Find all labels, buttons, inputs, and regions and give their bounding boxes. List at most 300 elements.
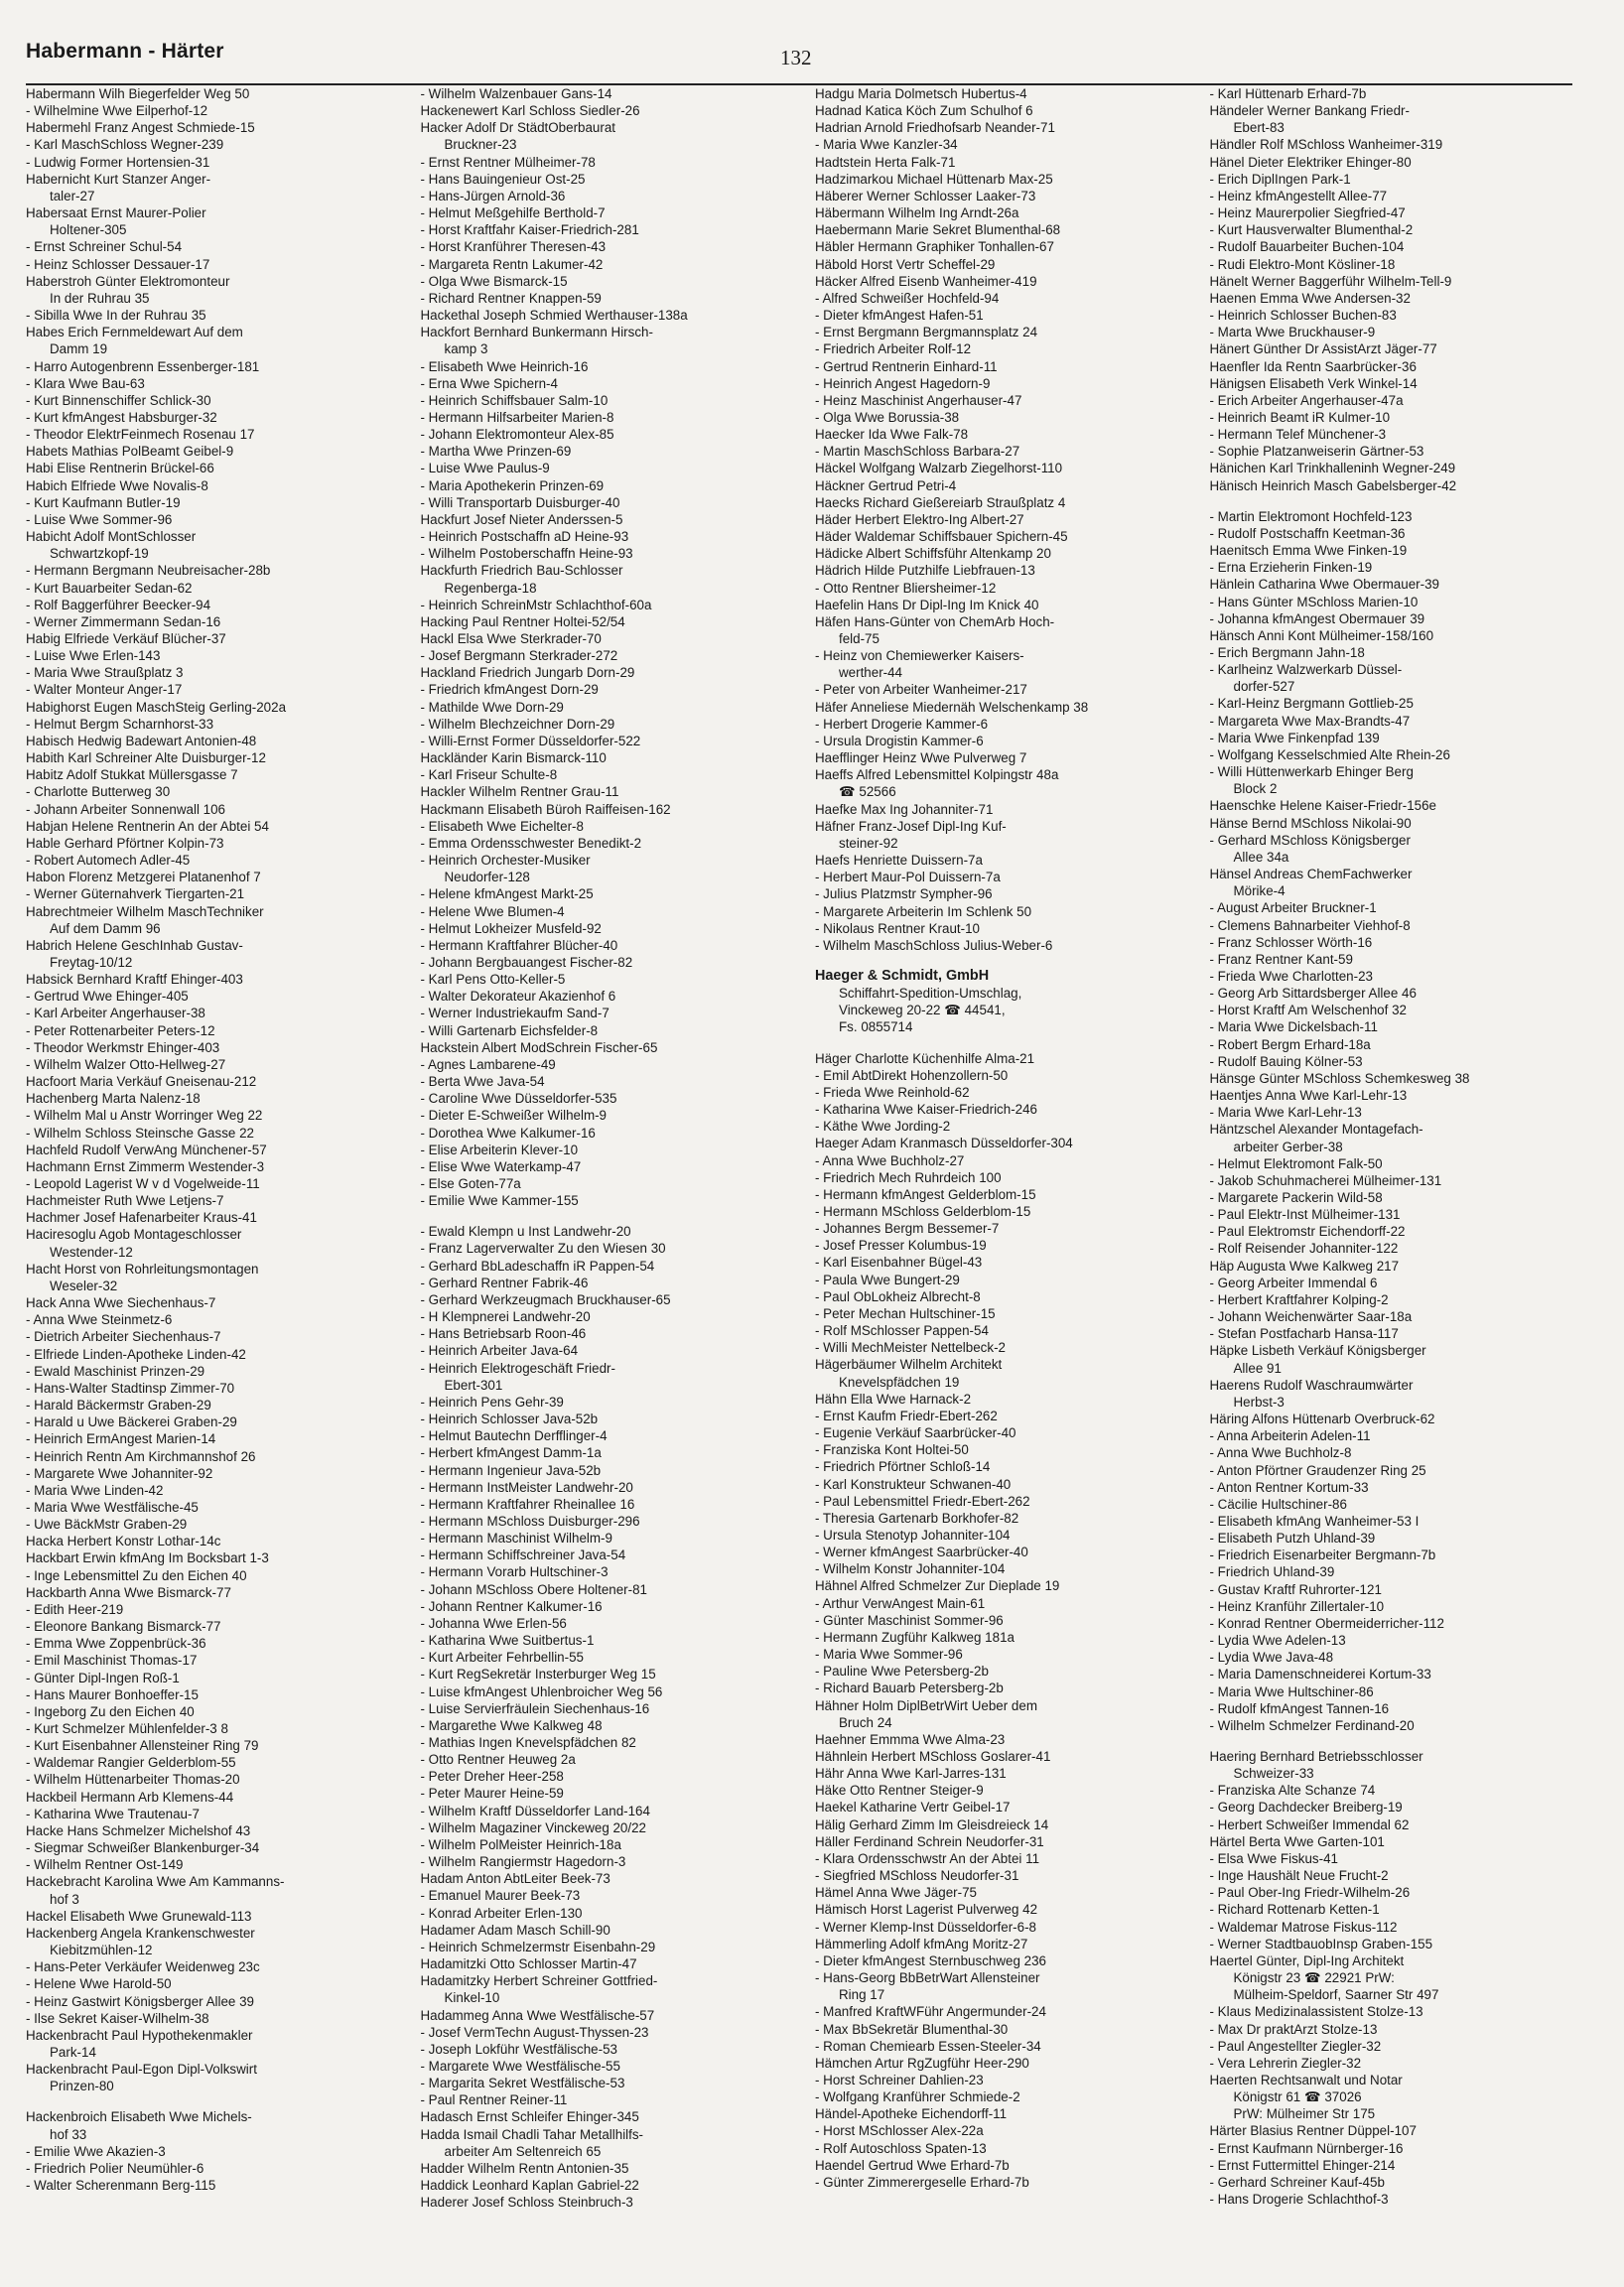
directory-entry: - Herbert Kraftfahrer Kolping-2 [1209,1291,1389,1307]
directory-entry: Hadam Anton AbtLeiter Beek-73 [420,1871,610,1887]
entry-continuation: Prinzen-80 [50,2079,114,2094]
directory-entry: Häckel Wolfgang Walzarb Ziegelhorst-110 [815,461,1063,476]
directory-entry: - Heinrich Angest Hagedorn-9 [815,375,991,391]
directory-entry: Häfen Hans-Günter von ChemArb Hoch- [815,613,1055,629]
directory-entry: - Rudolf kfmAngest Tannen-16 [1209,1700,1390,1716]
directory-entry: Haeger Adam Kranmasch Düsseldorfer-304 [815,1136,1073,1151]
directory-entry: Hadammeg Anna Wwe Westfälische-57 [420,2007,655,2023]
directory-entry: - Horst Kraftf Am Welschenhof 32 [1209,1003,1407,1018]
directory-entry: - Martin MaschSchloss Barbara-27 [815,444,1020,460]
entry-continuation: dorfer-527 [1233,679,1295,695]
directory-entry: - Margarete Packerin Wild-58 [1209,1190,1383,1205]
directory-entry: - Hermann MSchloss Duisburger-296 [420,1513,640,1529]
directory-entry: - Else Goten-77a [420,1176,521,1191]
directory-entry: Habith Karl Schreiner Alte Duisburger-12 [26,750,266,766]
directory-entry: - Elfriede Linden-Apotheke Linden-42 [26,1346,246,1362]
entry-continuation: Holtener-305 [50,222,127,238]
directory-entry: Hähnlein Herbert MSchloss Goslarer-41 [815,1749,1051,1764]
directory-entry: - Frieda Wwe Charlotten-23 [1209,968,1373,984]
directory-entry: Hacking Paul Rentner Holtei-52/54 [420,613,625,629]
directory-entry: Häberer Werner Schlosser Laaker-73 [815,188,1036,203]
directory-entry: - Marta Wwe Bruckhauser-9 [1209,325,1376,340]
directory-entry: - Helene Wwe Blumen-4 [420,903,565,919]
directory-entry: - Robert Bergm Erhard-18a [1209,1036,1371,1052]
entry-spacer [815,1036,1194,1050]
directory-entry: - Elisabeth Wwe Eichelter-8 [420,818,584,834]
directory-entry: - Hans Maurer Bonhoeffer-15 [26,1686,199,1702]
directory-entry: Härter Blasius Rentner Düppel-107 [1209,2123,1417,2139]
directory-entry: Habitz Adolf Stukkat Müllersgasse 7 [26,767,238,783]
directory-entry: - Hermann kfmAngest Gelderblom-15 [815,1186,1036,1202]
directory-entry: - Karl Pens Otto-Keller-5 [420,972,566,988]
directory-entry: - Paul ObLokheiz Albrecht-8 [815,1288,981,1304]
directory-entry: - Hermann InstMeister Landwehr-20 [420,1479,633,1495]
directory-entry: Häfer Anneliese Miedernäh Welschenkamp 38 [815,699,1089,715]
directory-entry: - Rudi Elektro-Mont Kösliner-18 [1209,256,1396,272]
directory-entry: - Margareta Rentn Lakumer-42 [420,256,604,272]
directory-entry: - Karl Eisenbahner Bügel-43 [815,1255,983,1271]
directory-entry: - Georg Arb Sittardsberger Allee 46 [1209,986,1417,1002]
directory-entry: - Rudolf Postschaffn Keetman-36 [1209,525,1406,541]
entry-continuation: Park-14 [50,2044,96,2060]
directory-entry: - Hermann Telef Münchener-3 [1209,427,1387,443]
directory-entry: - Paul Angestellter Ziegler-32 [1209,2038,1382,2054]
directory-entry: Haebermann Marie Sekret Blumenthal-68 [815,222,1061,238]
directory-entry: - Hans-Walter Stadtinsp Zimmer-70 [26,1380,235,1396]
directory-entry: - Inge Lebensmittel Zu den Eichen 40 [26,1567,247,1583]
directory-entry: Haertel Günter, Dipl-Ing Architekt [1209,1952,1405,1968]
directory-entry: Hänsel Andreas ChemFachwerker [1209,867,1413,882]
directory-entry: - Heinz Maurerpolier Siegfried-47 [1209,205,1406,221]
directory-entry: - Konrad Arbeiter Erlen-130 [420,1905,583,1921]
directory-entry: - Gerhard BbLadeschaffn iR Pappen-54 [420,1258,655,1274]
entry-continuation: Ebert-83 [1233,120,1285,136]
directory-entry: Hämel Anna Wwe Jäger-75 [815,1885,977,1901]
directory-entry: Hackbarth Anna Wwe Bismarck-77 [26,1584,231,1600]
directory-entry: - Caroline Wwe Düsseldorfer-535 [420,1091,617,1107]
entry-continuation: ☎ 52566 [839,784,896,800]
directory-entry: - Hans Drogerie Schlachthof-3 [1209,2192,1389,2208]
directory-entry: Hämchen Artur RgZugführ Heer-290 [815,2055,1029,2071]
directory-entry: - Walter Monteur Anger-17 [26,682,183,698]
directory-entry: - Herbert Schweißer Immendal 62 [1209,1816,1410,1832]
directory-entry: - Otto Rentner Heuweg 2a [420,1752,576,1768]
directory-entry: - Herbert kfmAngest Damm-1a [420,1445,602,1461]
directory-entry: Hackler Wilhelm Rentner Grau-11 [420,784,619,800]
entry-continuation: Königstr 61 ☎ 37026 [1233,2089,1362,2105]
directory-entry: - Günter Dipl-Ingen Roß-1 [26,1670,180,1685]
directory-entry: - Leopold Lagerist W v d Vogelweide-11 [26,1176,260,1191]
directory-entry: - Berta Wwe Java-54 [420,1074,545,1090]
directory-entry: - Hermann MSchloss Gelderblom-15 [815,1204,1031,1219]
directory-entry: - Elise Arbeiterin Klever-10 [420,1142,579,1157]
directory-entry: Hänigsen Elisabeth Verk Winkel-14 [1209,375,1418,391]
directory-entry: Haefke Max Ing Johanniter-71 [815,801,994,817]
entry-continuation: Königstr 23 ☎ 22921 PrW: [1233,1970,1395,1986]
directory-entry: - Arthur VerwAngest Main-61 [815,1595,986,1611]
directory-entry: - Franz Rentner Kant-59 [1209,951,1353,967]
directory-entry: Habi Elise Rentnerin Brückel-66 [26,461,214,476]
directory-entry: - Wilhelm Walzenbauer Gans-14 [420,86,612,101]
directory-entry: Haefs Henriette Duissern-7a [815,853,983,869]
directory-entry: Hähnel Alfred Schmelzer Zur Dieplade 19 [815,1578,1060,1594]
directory-entry: Häder Waldemar Schiffsbauer Spichern-45 [815,529,1068,545]
directory-entry: - Josef Presser Kolumbus-19 [815,1238,987,1254]
directory-entry: - Karl MaschSchloss Wegner-239 [26,137,224,153]
directory-entry: - Käthe Wwe Jording-2 [815,1119,951,1135]
directory-entry: - Hans-Peter Verkäufer Weidenweg 23c [26,1959,260,1975]
directory-entry: Haefelin Hans Dr Dipl-Ing Im Knick 40 [815,597,1039,612]
directory-entry: - Paul Rentner Reiner-11 [420,2092,568,2108]
directory-entry: Haenschke Helene Kaiser-Friedr-156e [1209,798,1436,814]
entry-spacer [26,2094,405,2108]
entry-continuation: Bruch 24 [839,1714,892,1730]
directory-entry: - Wilhelm Magaziner Vinckeweg 20/22 [420,1819,646,1835]
directory-entry: - Helmut Elektromont Falk-50 [1209,1155,1383,1171]
directory-entry: - Rudolf Bauing Kölner-53 [1209,1053,1363,1069]
directory-entry: Haciresoglu Agob Montageschlosser [26,1227,242,1243]
directory-entry: Habersaat Ernst Maurer-Polier [26,205,206,221]
directory-entry: - Emanuel Maurer Beek-73 [420,1888,581,1904]
directory-entry: - Friedrich Pförtner Schloß-14 [815,1459,991,1475]
directory-entry: - Georg Dachdecker Breiberg-19 [1209,1800,1403,1816]
directory-entry: - Uwe BäckMstr Graben-29 [26,1517,188,1533]
directory-entry: Hämmerling Adolf kfmAng Moritz-27 [815,1936,1028,1951]
directory-entry: Hackfurth Friedrich Bau-Schlosser [420,563,623,579]
directory-entry: Habrechtmeier Wilhelm MaschTechniker [26,903,264,919]
directory-entry: Hackbart Erwin kfmAng Im Bocksbart 1-3 [26,1550,269,1566]
directory-entry: Hadamitzki Otto Schlosser Martin-47 [420,1956,637,1972]
directory-entry: - Kurt Hausverwalter Blumenthal-2 [1209,222,1414,238]
directory-entry: Habermehl Franz Angest Schmiede-15 [26,120,255,136]
directory-entry: - Emil AbtDirekt Hohenzollern-50 [815,1067,1009,1083]
directory-entry: - Sibilla Wwe In der Ruhrau 35 [26,308,206,324]
directory-entry: - Frieda Wwe Reinhold-62 [815,1084,970,1100]
directory-entry: - Heinrich Schiffsbauer Salm-10 [420,392,609,408]
entry-continuation: Neudorfer-128 [444,870,530,885]
directory-entry: Hähr Anna Wwe Karl-Jarres-131 [815,1766,1007,1782]
directory-entry: - Wilhelmine Wwe Eilperhof-12 [26,103,208,119]
directory-entry: - Lydia Wwe Java-48 [1209,1650,1334,1666]
entry-continuation: Schiffahrt-Spedition-Umschlag, [839,986,1022,1002]
directory-entry: Hable Gerhard Pförtner Kolpin-73 [26,835,224,851]
directory-entry: - Hans-Georg BbBetrWart Allensteiner [815,1970,1040,1986]
directory-entry: Hänisch Heinrich Masch Gabelsberger-42 [1209,477,1457,493]
directory-entry: - Olga Wwe Bismarck-15 [420,273,568,289]
directory-entry: - Ernst Bergmann Bergmannsplatz 24 [815,325,1038,340]
directory-entry: - Paul Ober-Ing Friedr-Wilhelm-26 [1209,1885,1411,1901]
entry-continuation: taler-27 [50,188,95,203]
directory-entry: - Wolfgang Kranführer Schmiede-2 [815,2089,1020,2105]
directory-entry: Hachmer Josef Hafenarbeiter Kraus-41 [26,1210,257,1226]
directory-entry: Habjan Helene Rentnerin An der Abtei 54 [26,818,269,834]
directory-entry: - Rolf Reisender Johanniter-122 [1209,1241,1399,1257]
directory-entry: - Alfred Schweißer Hochfeld-94 [815,290,1000,306]
directory-entry: - Katharina Wwe Kaiser-Friedrich-246 [815,1102,1037,1118]
directory-entry: - Luise kfmAngest Uhlenbroicher Weg 56 [420,1683,663,1699]
directory-entry: - Karl Friseur Schulte-8 [420,767,558,783]
entry-spacer [1210,1734,1589,1748]
directory-entry: - Ernst Kaufmann Nürnberger-16 [1209,2140,1404,2156]
directory-entry: - Luise Wwe Erlen-143 [26,648,161,664]
directory-entry: - Elisabeth kfmAng Wanheimer-53 I [1209,1513,1420,1529]
directory-entry: - Kurt RegSekretär Insterburger Weg 15 [420,1667,656,1682]
directory-entry: Häbold Horst Vertr Scheffel-29 [815,256,996,272]
directory-entry: Hachfeld Rudolf VerwAng Münchener-57 [26,1142,267,1157]
directory-entry: - Eugenie Verkäuf Saarbrücker-40 [815,1425,1016,1441]
directory-entry: - Hermann Maschinist Wilhelm-9 [420,1531,612,1547]
directory-entry: - Anna Wwe Steinmetz-6 [26,1312,173,1328]
directory-entry: - Friedrich Uhland-39 [1209,1564,1335,1580]
directory-entry: Haering Bernhard Betriebsschlosser [1209,1749,1423,1764]
directory-entry: - Inge Haushält Neue Frucht-2 [1209,1868,1389,1884]
directory-entry: - Günter Zimmerergeselle Erhard-7b [815,2174,1029,2190]
running-head: Habermann - Härter [26,40,224,63]
directory-entry: - Margarita Sekret Westfälische-53 [420,2076,625,2091]
column-1 [26,85,405,2279]
directory-entry: - Ingeborg Zu den Eichen 40 [26,1703,195,1719]
directory-entry: - Friedrich Arbeiter Rolf-12 [815,341,972,357]
directory-entry: Hädicke Albert Schiffsführ Altenkamp 20 [815,546,1051,562]
directory-entry: - Ilse Sekret Kaiser-Wilhelm-38 [26,2010,209,2026]
directory-entry: Haberstroh Günter Elektromonteur [26,273,230,289]
directory-entry: - Walter Dekorateur Akazienhof 6 [420,989,616,1005]
entry-continuation: Weseler-32 [50,1278,118,1293]
directory-entry: - Paula Wwe Bungert-29 [815,1272,960,1287]
directory-entry: Hänichen Karl Trinkhalleninh Wegner-249 [1209,461,1456,476]
directory-entry: - Erich Bergmann Jahn-18 [1209,645,1365,660]
directory-entry: - Werner StadtbauobInsp Graben-155 [1209,1936,1433,1951]
directory-entry: Hägerbäumer Wilhelm Architekt [815,1357,1003,1373]
directory-entry: Haecker Ida Wwe Falk-78 [815,427,969,443]
directory-entry: - Theodor ElektrFeinmech Rosenau 17 [26,427,255,443]
directory-entry: Hack Anna Wwe Siechenhaus-7 [26,1295,216,1311]
directory-entry: - Edith Heer-219 [26,1601,124,1617]
directory-entry: - Ernst Rentner Mülheimer-78 [420,154,596,170]
entry-continuation: Westender-12 [50,1244,133,1260]
entry-continuation: Regenberga-18 [444,580,537,596]
directory-entry: - Nikolaus Rentner Kraut-10 [815,920,980,936]
directory-entry: Häke Otto Rentner Steiger-9 [815,1783,984,1799]
directory-entry: Haentjes Anna Wwe Karl-Lehr-13 [1209,1088,1408,1104]
entry-continuation: Mörike-4 [1233,883,1286,899]
directory-entry: Häger Charlotte Küchenhilfe Alma-21 [815,1050,1035,1066]
directory-entry: - Joseph Lokführ Westfälische-53 [420,2041,617,2057]
directory-entry: - Heinrich Schmelzermstr Eisenbahn-29 [420,1939,656,1954]
directory-entry: - Klara Ordensschwstr An der Abtei 11 [815,1850,1040,1866]
directory-entry: Habsick Bernhard Kraftf Ehinger-403 [26,972,243,988]
directory-entry: Hackbeil Hermann Arb Klemens-44 [26,1789,234,1805]
directory-entry: - Ursula Drogistin Kammer-6 [815,733,984,748]
directory-entry: Hackenewert Karl Schloss Siedler-26 [420,103,640,119]
directory-entry: Hackel Elisabeth Wwe Grunewald-113 [26,1908,252,1924]
directory-entry: - Jakob Schuhmacherei Mülheimer-131 [1209,1172,1442,1188]
directory-entry: Hadrian Arnold Friedhofsarb Neander-71 [815,120,1055,136]
directory-entry: - Gertrud Wwe Ehinger-405 [26,989,189,1005]
directory-entry: - Mathias Ingen Knevelspfädchen 82 [420,1735,636,1750]
directory-entry: Hadder Wilhelm Rentn Antonien-35 [420,2160,629,2176]
directory-entry: - Kurt Arbeiter Fehrbellin-55 [420,1650,584,1666]
entry-continuation: Auf dem Damm 96 [50,920,161,936]
directory-entry: - Peter Maurer Heine-59 [420,1786,564,1802]
entry-continuation: arbeiter Gerber-38 [1233,1139,1343,1154]
directory-entry: - Wilhelm Konstr Johanniter-104 [815,1561,1006,1577]
directory-entry: - Wilhelm Hüttenarbeiter Thomas-20 [26,1772,240,1788]
directory-entry: - Konrad Rentner Obermeiderricher-112 [1209,1615,1444,1631]
directory-entry: Hadzimarkou Michael Hüttenarb Max-25 [815,171,1053,187]
directory-entry: - Siegmar Schweißer Blankenburger-34 [26,1840,260,1856]
directory-entry: - Hermann Vorarb Hultschiner-3 [420,1564,609,1580]
directory-entry: Härtel Berta Wwe Garten-101 [1209,1833,1385,1849]
directory-entry: - Kurt Schmelzer Mühlenfelder-3 8 [26,1721,228,1736]
directory-entry: - Clemens Bahnarbeiter Viehhof-8 [1209,917,1411,933]
entry-continuation: Allee 34a [1233,849,1289,865]
entry-spacer [421,1209,800,1223]
directory-entry: - Johann Arbeiter Sonnenwall 106 [26,801,225,817]
directory-entry: - Wilhelm Schmelzer Ferdinand-20 [1209,1717,1415,1733]
directory-entry: - Maria Wwe Karl-Lehr-13 [1209,1105,1362,1121]
directory-entry: Händeler Werner Bankang Friedr- [1209,103,1410,119]
directory-entry: - Rolf Baggerführer Beecker-94 [26,597,211,612]
directory-entry: - Willi Gartenarb Eichsfelder-8 [420,1022,599,1038]
entry-continuation: feld-75 [839,631,880,646]
directory-entry: Hänsge Günter MSchloss Schemkesweg 38 [1209,1070,1470,1086]
directory-entry: - Heinrich Rentn Am Kirchmannshof 26 [26,1448,256,1464]
directory-entry: Haehner Emmma Wwe Alma-23 [815,1731,1006,1747]
directory-entry: - Elisabeth Putzh Uhland-39 [1209,1531,1376,1547]
directory-entry: Häbermann Wilhelm Ing Arndt-26a [815,205,1019,221]
directory-entry: Hänel Dieter Elektriker Ehinger-80 [1209,154,1412,170]
directory-entry: - Julius Platzmstr Sympher-96 [815,886,993,902]
directory-entry: - Emilie Wwe Akazien-3 [26,2143,166,2159]
directory-entry: - Charlotte Butterweg 30 [26,784,171,800]
page-number: 132 [780,46,812,69]
directory-entry: - Günter Maschinist Sommer-96 [815,1612,1004,1628]
directory-entry: - Katharina Wwe Trautenau-7 [26,1806,200,1821]
directory-entry: - Sophie Platzanweiserin Gärtner-53 [1209,444,1424,460]
directory-entry: - Johann Bergbauangest Fischer-82 [420,954,633,970]
directory-entry: - Wilhelm Rangiermstr Hagedorn-3 [420,1854,626,1870]
directory-entry: - Vera Lehrerin Ziegler-32 [1209,2055,1362,2071]
entry-continuation: arbeiter Am Seltenreich 65 [444,2143,602,2159]
directory-entry: Haendel Gertrud Wwe Erhard-7b [815,2157,1010,2173]
directory-entry: - Hans-Jürgen Arnold-36 [420,188,566,203]
entry-continuation: hof 33 [50,2126,87,2142]
directory-entry: - Johanna Wwe Erlen-56 [420,1615,567,1631]
directory-entry: Hadgu Maria Dolmetsch Hubertus-4 [815,86,1027,101]
directory-entry: - Johann Elektromonteur Alex-85 [420,427,614,443]
directory-entry: - Maria Wwe Linden-42 [26,1482,164,1498]
directory-entry: Habisch Hedwig Badewart Antonien-48 [26,733,257,748]
directory-entry: Hacht Horst von Rohrleitungsmontagen [26,1261,259,1277]
entry-continuation: Mülheim-Speldorf, Saarner Str 497 [1233,1987,1439,2003]
directory-entry: - Anton Rentner Kortum-33 [1209,1479,1369,1495]
directory-entry: Hadnad Katica Köch Zum Schulhof 6 [815,103,1033,119]
entry-continuation: Block 2 [1233,781,1278,797]
directory-entry: - Dieter kfmAngest Hafen-51 [815,308,984,324]
directory-entry: Hachmeister Ruth Wwe Letjens-7 [26,1193,224,1209]
directory-entry: - Franz Schlosser Wörth-16 [1209,934,1373,950]
directory-entry: - Mathilde Wwe Dorn-29 [420,699,564,715]
directory-entry: Hacka Herbert Konstr Lothar-14c [26,1534,221,1549]
directory-entry: - Ernst Kaufm Friedr-Ebert-262 [815,1408,998,1423]
directory-entry: - Wilhelm PolMeister Heinrich-18a [420,1836,621,1852]
directory-entry: Haefflinger Heinz Wwe Pulverweg 7 [815,750,1027,766]
directory-entry: - Heinz kfmAngestellt Allee-77 [1209,188,1388,203]
directory-entry: - Max Dr praktArzt Stolze-13 [1209,2021,1378,2037]
directory-entry: - Johanna kfmAngest Obermauer 39 [1209,610,1425,626]
directory-entry: Häller Ferdinand Schrein Neudorfer-31 [815,1833,1044,1849]
directory-entry: - Johann MSchloss Obere Holtener-81 [420,1581,647,1597]
directory-entry: - Agnes Lambarene-49 [420,1056,556,1072]
directory-entry: - Willi Hüttenwerkarb Ehinger Berg [1209,764,1414,780]
directory-entry: - Maria Wwe Kanzler-34 [815,137,958,153]
directory-entry: - Erich Arbeiter Angerhauser-47a [1209,392,1404,408]
directory-entry: - August Arbeiter Bruckner-1 [1209,900,1377,916]
directory-entry: - Johann Weichenwärter Saar-18a [1209,1309,1413,1325]
directory-entry: Häfner Franz-Josef Dipl-Ing Kuf- [815,818,1007,834]
directory-entry: - Gerhard Rentner Fabrik-46 [420,1275,589,1290]
entry-continuation: Freytag-10/12 [50,954,133,970]
directory-entry: - Elisabeth Wwe Heinrich-16 [420,358,589,374]
directory-entry: - Kurt kfmAngest Habsburger-32 [26,409,217,425]
entry-continuation: In der Ruhrau 35 [50,290,150,306]
directory-entry: Hänlein Catharina Wwe Obermauer-39 [1209,577,1439,593]
directory-entry: Hackenbracht Paul Hypothekenmakler [26,2027,253,2043]
directory-entry: - Theodor Werkmstr Ehinger-403 [26,1039,220,1055]
directory-entry: - Heinrich ErmAngest Marien-14 [26,1431,216,1447]
directory-entry: - Josef VermTechn August-Thyssen-23 [420,2024,649,2040]
directory-entry: Hackland Friedrich Jungarb Dorn-29 [420,665,635,681]
directory-entry: - Luise Servierfräulein Siechenhaus-16 [420,1700,650,1716]
directory-entry: Hackfort Bernhard Bunkermann Hirsch- [420,325,653,340]
directory-entry: - Harald u Uwe Bäckerei Graben-29 [26,1414,237,1430]
directory-entry: - Lydia Wwe Adelen-13 [1209,1633,1346,1649]
directory-entry: - Ludwig Former Hortensien-31 [26,154,210,170]
directory-entry: Habon Florenz Metzgerei Platanenhof 7 [26,870,261,885]
directory-entry: Haddick Leonhard Kaplan Gabriel-22 [420,2178,639,2194]
directory-entry: Haeger & Schmidt, GmbH [815,967,990,984]
column-3 [815,85,1194,2279]
directory-entry: - Dietrich Arbeiter Siechenhaus-7 [26,1329,221,1345]
directory-entry: - Maria Wwe Hultschiner-86 [1209,1683,1374,1699]
directory-entry: - Josef Bergmann Sterkrader-272 [420,648,618,664]
directory-entry: - Heinrich Arbeiter Java-64 [420,1343,579,1359]
directory-entry: - Hermann Schiffschreiner Java-54 [420,1547,626,1563]
entry-continuation: Ebert-301 [444,1377,503,1393]
directory-entry: - Karl Arbeiter Angerhauser-38 [26,1006,205,1021]
directory-entry: - Stefan Postfacharb Hansa-117 [1209,1326,1399,1342]
directory-entry: Häder Herbert Elektro-Ing Albert-27 [815,511,1024,527]
directory-entry: Hadamer Adam Masch Schill-90 [420,1922,610,1938]
directory-entry: Hänelt Werner Baggerführ Wilhelm-Tell-9 [1209,273,1452,289]
directory-entry: Hackländer Karin Bismarck-110 [420,750,607,766]
directory-entry: Häpke Lisbeth Verkäuf Königsberger [1209,1343,1426,1359]
directory-entry: - Margarethe Wwe Kalkweg 48 [420,1717,603,1733]
directory-entry: - Georg Arbeiter Immendal 6 [1209,1275,1378,1290]
directory-entry: - Dorothea Wwe Kalkumer-16 [420,1125,596,1141]
directory-entry: - Pauline Wwe Petersberg-2b [815,1664,989,1680]
directory-entry: Hänert Günther Dr AssistArzt Jäger-77 [1209,341,1437,357]
directory-entry: - Kurt Bauarbeiter Sedan-62 [26,580,193,596]
directory-entry: - Friedrich kfmAngest Dorn-29 [420,682,599,698]
directory-entry: - Maria Apothekerin Prinzen-69 [420,477,605,493]
directory-entry: - Horst Kraftfahr Kaiser-Friedrich-281 [420,222,639,238]
directory-entry: - Peter von Arbeiter Wanheimer-217 [815,682,1027,698]
directory-entry: - Margarete Wwe Westfälische-55 [420,2058,620,2074]
directory-entry: - Werner Klemp-Inst Düsseldorfer-6-8 [815,1919,1036,1935]
directory-entry: - Erna Wwe Spichern-4 [420,375,558,391]
